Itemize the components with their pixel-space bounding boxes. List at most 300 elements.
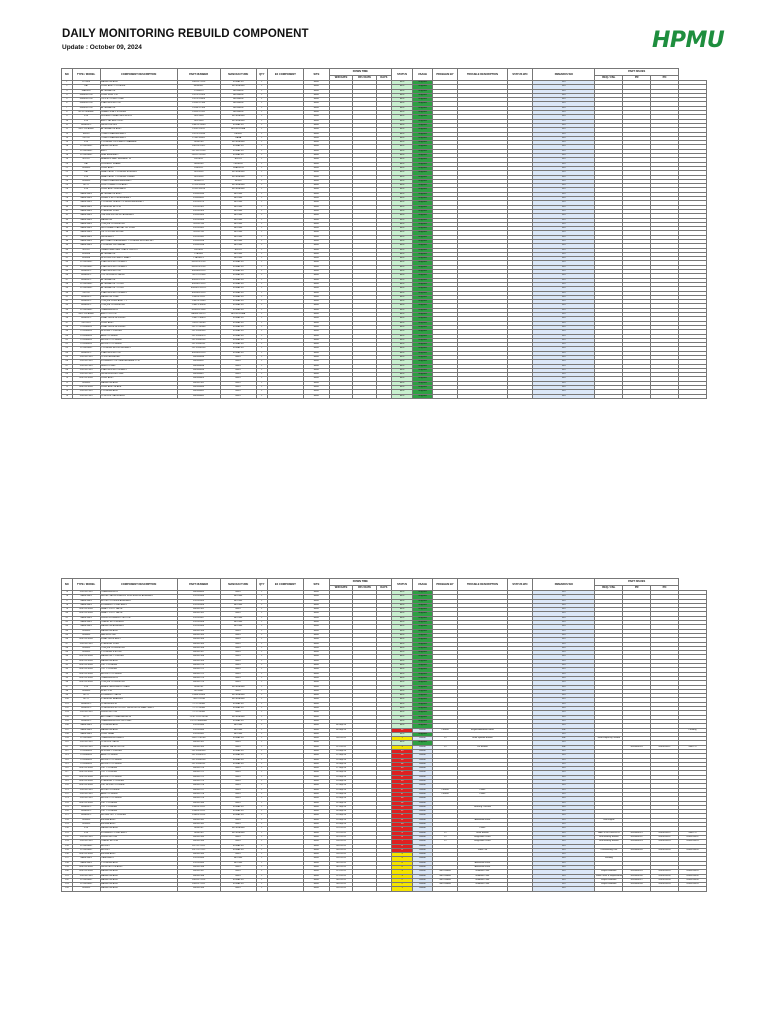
table-row: 13 SH235 TURBOCHARGER ASSY 12075-13430 DENSO 1 MMU RFU Supplied WO [62, 132, 707, 136]
table-row: 92 BULLDOZER LIFT CYLINDER 460307570 HINO 1 MMU RFU Supplied WO [62, 664, 707, 668]
status-badge: RFU [391, 343, 412, 347]
days-badge: 4 [391, 866, 412, 870]
table-row: 102 D85ESS-2 COMPRESSOR OUTPUT DRIVE WITH SHAFT ASSY 17-17-15088 KOMATSU 1 MMU RFU Supplied WO [62, 707, 707, 711]
table-row: 90 BULLDOZER RADIATOR CYLINDER 460307568 HINO 1 MMU RFU Supplied WO [62, 655, 707, 659]
table-row: 108 MAGLINE3 PUMP GEAR 414102481 ACORN 1 MMU RFU Supplied WO [62, 732, 707, 736]
table-row: 93 BULLDOZER TILT CYLINDER 460307571 HINO 1 MMU RFU Supplied WO [62, 668, 707, 672]
col-subheader: RFU DATE [353, 586, 377, 591]
table-row: 49 PC300-8MO ALTERNATOR - LONG 600-861-9110-1 KOMATSU 1 MMU RFU Supplied WO [62, 287, 707, 291]
status-badge: RFU [391, 625, 412, 629]
status-badge: RFU [391, 265, 412, 269]
table-row: 68 ZX870LCH-3 STARTING MOTOR ASSY 460308499 HINO 1 MMU RFU Supplied WO [62, 368, 707, 372]
days-badge: 17 [391, 792, 412, 796]
status-badge: RFU [391, 115, 412, 119]
table-row: 109 PC300-8MO TRANSMISSION ASSY 208-72-34780 KOMATSU 1 MMU 09-Oct-24 1 Rusak TO Shaft Spindle Broken WIP Shaft Repair by Vendor [62, 737, 707, 741]
status-badge: RFU [391, 317, 412, 321]
status-badge: RFU [391, 685, 412, 689]
table-row: 115 PC850SE-8 BUCKET CYLINDER 207-63-68191 KOMATSU 1 MMU 16-Sep-24 24 Rusak WO [62, 762, 707, 766]
status-badge: RFU [391, 347, 412, 351]
col-subheader: W/R DATE [329, 76, 353, 81]
table-row: 8 HL-4274 ADRE GUARD STALL STRIKER 12005-17851 HUSKATH 1 MMU RFU Supplied WO [62, 111, 707, 115]
page-title: DAILY MONITORING REBUILD COMPONENT [62, 28, 309, 40]
table-row: 144 GD8505 RADIATOR ASSY 460307589 HINO 1 MMU 09-Oct-24 1 Rusak WO [62, 887, 707, 891]
table-row: 7 FH4000-7LM ALTERNATOR 12044-17560 HUSKATH 1 MMU RFU Supplied WO [62, 106, 707, 110]
table-row: 110 ZX870LCH-3 CONTROL VALVE 460307561 HINO 1 MMU RFU Supplied WO [62, 741, 707, 745]
status-badge: RFU [391, 214, 412, 218]
status-badge: RFU [391, 205, 412, 209]
table-row: 17 PC300-8MO ASSY 207-60-74190 KOMATSU 1 MMU RFU Supplied WO [62, 149, 707, 153]
col-header: PART NUMBER [177, 69, 220, 81]
table-row: 4 FH4000-7LM PUMP SIDE 1-W 12073-12000 HUSKATH 1 MMU RFU Supplied WO [62, 93, 707, 97]
status-badge: RFU [391, 201, 412, 205]
table-row: 66 ZX870LCH-3 HYDRAULIC OIL TANK ASSEMBLY LH 460308497 HINO 1 MMU RFU Supplied WO [62, 360, 707, 364]
days-badge: 3 [391, 870, 412, 874]
table-row: 24 GD8505 TURBOCHARGER ASSEMBLY 16098274 BORG 1 MMU RFU Supplied WO [62, 179, 707, 183]
table-row: 72 BULLDOZER PUMP ASSY BLADE 460308480 HINO 1 MMU RFU Supplied WO [62, 386, 707, 390]
status-badge: RFU [391, 599, 412, 603]
col-header: TYPE / MODEL [72, 69, 100, 81]
table-row: 23 K10 SHAFT ASSY CYLINDER PLANET 14391000 MITSUBISHI 1 MMU RFU Supplied WO [62, 175, 707, 179]
days-badge: 11 [391, 814, 412, 818]
status-badge: RFU [391, 231, 412, 235]
table-row: 78 MAGLINE3 HYDRAULIC PUMP ASSY 414102466 ACORN 1 MMU RFU Supplied WO [62, 603, 707, 607]
status-badge: RFU [391, 338, 412, 342]
days-badge: 30 [391, 749, 412, 753]
status-badge: RFU [391, 166, 412, 170]
table-row: 33 MAGLINE3 RADIATOR 414102464 ACORN 1 MMU RFU Supplied WO [62, 218, 707, 222]
status-badge: RFU [391, 123, 412, 127]
status-badge: RFU [391, 145, 412, 149]
col-header: USAGE [413, 579, 432, 591]
col-header-downtime: DOWN TIME [329, 579, 391, 586]
table-row: 69 ZX870LCH-3 DETACH/SLIDE PUMP 460308407 HINO 1 MMU RFU Supplied WO [62, 373, 707, 377]
status-badge: RFU [391, 390, 412, 394]
col-header: MANUFACTURE [220, 69, 256, 81]
col-subheader: PR [623, 76, 651, 81]
table-row: 48 PC300-8MO ALTERNATOR - LONG 600-861-9110 KOMATSU 1 MMU RFU Supplied WO [62, 282, 707, 286]
status-badge: RFU [391, 386, 412, 390]
status-badge: RFU [391, 85, 412, 89]
table-row: 95 BULLDOZER TRANSMISSION 460307573 HINO 1 MMU RFU Supplied WO [62, 676, 707, 680]
days-badge: 4 [391, 861, 412, 865]
status-badge: RFU [391, 591, 412, 595]
status-badge: RFU [391, 676, 412, 680]
table-row: 106 MAGLINE3 CYLINDER ASSY 414102480 ACORN 1 MMU 06-Sep-24 RFU Supplied WO [62, 724, 707, 728]
status-badge: RFU [391, 222, 412, 226]
col-subheader: PO [651, 586, 679, 591]
table-row: 28 MAGLINE3 WHEELS MOTOR ASSEMBLY 414608491 ACORN 1 MMU RFU Supplied WO [62, 197, 707, 201]
table-row: 104 BCTL AUTOMATIC TRANSMISSION TP-07-1412-14788 MITSUBISHI 1 MMU RFU Supplied WO [62, 715, 707, 719]
status-badge: RFU [391, 377, 412, 381]
status-badge: RFU [391, 102, 412, 106]
days-badge: 1 [391, 737, 412, 741]
table-row: 116 BULLDOZER LIFT CYLINDER 460307570 HINO 1 MMU 17-Sep-24 23 Rusak WO [62, 767, 707, 771]
table-row: 114 PC850SE-8 BUCKET CYLINDER 207-63-68190 KOMATSU 1 MMU 15-Sep-24 25 Rusak WO [62, 758, 707, 762]
col-subheader: PR [623, 586, 651, 591]
col-header: USAGE [413, 69, 432, 81]
table-row: 87 ZX870LCH-3 STEERING PUMP 460307565 HINO 1 MMU RFU Supplied WO [62, 642, 707, 646]
days-badge: 14 [391, 801, 412, 805]
table-row: 58 PC850SE-8 FINAL DRIVE HOUSING 207-27-00360 KOMATSU 1 MMU RFU Supplied WO [62, 325, 707, 329]
table-row: 85 GD8505 FAN SUPPORT 460307563 HINO 1 MMU RFU Supplied WO [62, 633, 707, 637]
table-row: 18 PC300-8MO SEAT ASSEMBLY 209-57-24150 KOMATSU 1 MMU RFU Supplied WO [62, 154, 707, 158]
status-badge: RFU [391, 668, 412, 672]
status-badge: RFU [391, 741, 412, 745]
col-header-part-issues: PART ISSUES [595, 579, 679, 586]
status-badge: RFU [391, 308, 412, 312]
status-badge: RFU [391, 235, 412, 239]
table-row: 43 PC300-8MO STARTING MOTOR ASSY 600-813-3730 KOMATSU 1 MMU RFU Supplied WO [62, 261, 707, 265]
status-badge: RFU [391, 603, 412, 607]
table-row: 71 GD8505 RADIATOR ASSY 460307561 HINO 1 MMU RFU Supplied WO [62, 381, 707, 385]
status-badge: RFU [391, 257, 412, 261]
table-row: 133 ZX870LCH-3 TRAVEL MOTOR 460307584 HINO 1 MMU 03-Oct-24 7 Rusak TO Hinge Arm Crack WO Line Bearing Broken 4000884023 4500814333 4500814333 [62, 840, 707, 844]
status-badge: RFU [391, 274, 412, 278]
days-badge: 3 [391, 745, 412, 749]
status-badge: RFU [391, 93, 412, 97]
status-badge: RFU [391, 291, 412, 295]
status-badge: RFU [391, 171, 412, 175]
status-badge: RFU [391, 261, 412, 265]
table-row: 143 PC300-8MO RADIATOR ASSY 208-03-71111 KOMATSU 1 MMU 08-Oct-24 2 Rusak Not Loaded Radiator Leak WO Repair Radiator 4000884028 4500814339 4500814339 [62, 883, 707, 887]
table-row: 11 D85ESS-2 DRIVE DUPLEX 17A-15-11040 KOMATSU 1 MMU RFU Supplied WO [62, 123, 707, 127]
status-badge: RFU [391, 608, 412, 612]
status-badge: RFU [391, 351, 412, 355]
status-badge: RFU [391, 162, 412, 166]
table-row: 55 WD7-DX ADRE ASSY CLUTCH BA183-1061-1 ALLISON MIA 1 MMU RFU Supplied WO [62, 313, 707, 317]
table-row: 125 D85ESS-2 TILT CYLINDER 17A-63-11111 KOMATSU 1 MMU 27-Sep-24 13 Rusak Housing Cracked WO [62, 805, 707, 809]
table-row: 80 BULLDOZER SHAFT PILOT VALVE 460307562 HINO 1 MMU RFU Supplied WO [62, 612, 707, 616]
col-header: STATUS [391, 69, 412, 81]
days-badge: 6 [391, 844, 412, 848]
table-row: 105 D85ESS-2 TRANSMISSION FLOW PUMP 17PTF-30088-A1 KOMATSU 1 MMU RFU Supplied WO [62, 719, 707, 723]
status-badge: RFU [391, 629, 412, 633]
days-badge: 13 [391, 805, 412, 809]
status-badge: RFU [391, 321, 412, 325]
table-row: 54 PC300-8MO TRANSMISSION 6160-81-1500 KOMATSU 1 MMU RFU Supplied WO [62, 308, 707, 312]
status-badge: RFU [391, 141, 412, 145]
col-header: NO [62, 579, 73, 591]
table-row: 53 D85ESS-2 TORQUE CONVERTER 17A-13-16000 KOMATSU 1 MMU RFU Supplied WO [62, 304, 707, 308]
col-subheader: DAYS [376, 76, 391, 81]
table-row: 140 BULLDOZER RADIATOR ASSY 460307587 HINO 1 MMU 07-Oct-24 3 Rusak Not Loaded Radiator Leak WO Repair Radiator 4000884025 4500814335 4500814335 [62, 870, 707, 874]
table-row: 62 PC850SE-8 BUCKET CYLINDER 207-63-68191 KOMATSU 1 MMU RFU Supplied WO [62, 343, 707, 347]
days-badge: 2 [391, 878, 412, 882]
table-row: 112 PC850SE-8 HOLDER CYLINDER 207-63-60350 KOMATSU 1 MMU 10-Sep-24 30 Rusak WO [62, 749, 707, 753]
table-row: 15 K10 CYLINDER LOCK ASSY CHAMBER 19940780 MITSUBISHI 1 MMU RFU Supplied WO [62, 141, 707, 145]
table-row: 65 ZX870LCH-3 COUNTERWEIGHT 460308496 HINO 1 MMU RFU Supplied WO [62, 356, 707, 360]
table-row: 20 CAT PIPE ASSY FRAME 19406160 CATERPI 1 MMU RFU Supplied WO [62, 162, 707, 166]
table-row: 135 PC300-8MO BUCKET 207-70-72112 KOMATSU 1 MMU 04-Oct-24 6 Rusak Worn Out WO Overbooking Unit 4000884024 4500814334 4500814334 [62, 848, 707, 852]
table-row: 97 K10 BRAKE VALVE ASSY CHAIN 19940781 MITSUBISHI 1 MMU RFU Supplied WO [62, 685, 707, 689]
status-badge: RFU [391, 239, 412, 243]
table-row: 74 ZX870LCH-3 CONTROL VALVE ASSY 460308482 HINO 1 MMU RFU Supplied WO [62, 394, 707, 398]
status-badge: RFU [391, 595, 412, 599]
table-row: 6 FH4000-7LM STARTING MOTOR 12043-17580 HUSKATH 1 MMU RFU Supplied WO [62, 102, 707, 106]
table-row: 27 MAGLINE3 ALTERNATOR ASSY 414502094 ACORN 1 MMU RFU Supplied WO [62, 192, 707, 196]
table-row: 19 BULLS BEARING SEAT SEGMENT W 19416-01 BULLS 1 MMU RFU Supplied WO [62, 158, 707, 162]
days-badge: 20 [391, 780, 412, 784]
table-row: 103 ZX870LCH-3 SWING MOTOR 17-17-15088 HINO 1 MMU RFU Supplied WO [62, 711, 707, 715]
table-row: 10 K10 ASSY TAP ASSY ROD 19921400 MITSUBISHI 1 MMU RFU Supplied WO [62, 119, 707, 123]
status-badge: RFU [391, 694, 412, 698]
status-badge: RFU [391, 732, 412, 736]
status-badge: RFU [391, 681, 412, 685]
days-badge: 28 [391, 754, 412, 758]
status-badge: RFU [391, 698, 412, 702]
table-row: 21 GD8505 PUMP ASSY 19905111 PEARSON 1 MMU RFU Supplied WO [62, 166, 707, 170]
status-badge: RFU [391, 724, 412, 728]
table-row: 100 BCTL STEERING BEARING T487-7821A MITSUBISHI 1 MMU RFU Supplied WO [62, 698, 707, 702]
col-header: PROBLEM BY [432, 579, 458, 591]
col-header: QTY [256, 579, 267, 591]
col-header: QTY [256, 69, 267, 81]
status-badge: RFU [391, 111, 412, 115]
table-row: 9 K10 SUB ASSY GEAR INDICATION 19921404 MITSUBISHI 1 MMU RFU Supplied WO [62, 115, 707, 119]
table-row: 138 MAGLINE3 CYLINDER ASSY 414102485 ACORN 1 MMU 06-Oct-24 4 Rusak Abnormal Noise WO [62, 861, 707, 865]
col-subheader: PO [651, 76, 679, 81]
status-badge: RFU [391, 278, 412, 282]
table-row: 122 ZX870LCH-3 ARM CYLINDER 460307578 HINO 1 MMU 23-Sep-24 17 Rusak Centrat Leaks WO [62, 792, 707, 796]
table-row: 32 MAGLINE3 THE WHOLE FRONT ASSEMBLY 414502465 ACORN 1 MMU RFU Supplied WO [62, 214, 707, 218]
table-row: 139 BULLDOZER DRIVE MOTOR ASSY 460307586 HINO 1 MMU 06-Oct-24 4 Rusak Abnormal Noise WO [62, 866, 707, 870]
status-badge: RFU [391, 287, 412, 291]
col-header: NO [62, 69, 73, 81]
table-row: 113 PC850SE-8 ARM CYLINDER 207-63-60370 KOMATSU 1 MMU 12-Sep-24 28 Rusak WO [62, 754, 707, 758]
status-badge: RFU [391, 373, 412, 377]
status-badge: RFU [391, 655, 412, 659]
table-row: 107 MAGLINE3 RADIATOR ASSY 414102483 ACORN 1 MMU 06-Sep-24 54 Rusak Centrat Engine Abnormal Noise WIP Pending [62, 728, 707, 732]
table-row: 2 CAT PUMP ASSY CYLINDER 40000907 MITSUBISHI 1 MMU RFU Supplied WO [62, 85, 707, 89]
col-header: TYPE / MODEL [72, 579, 100, 591]
status-badge: RFU [391, 197, 412, 201]
table-row: 37 MAGLINE3 DRUM ASSY 414102481 ACORN 1 MMU RFU Supplied WO [62, 235, 707, 239]
table-row: 81 MAGLINE3 SWING HYDRAULIC MOTOR 414102467 ACORN 1 MMU RFU Supplied WO [62, 616, 707, 620]
table-row: 30 MAGLINE3 STEERING MOTOR 414102301 ACORN 1 MMU RFU Supplied WO [62, 205, 707, 209]
col-header: EX COMPONENT [267, 579, 303, 591]
col-header: TROUBLE DESCRIPTION [458, 69, 507, 81]
status-badge: RFU [391, 218, 412, 222]
table-row: 86 BULLDOZER FINAL DRIVE ASSY 460307564 HINO 1 MMU RFU Supplied WO [62, 638, 707, 642]
table-row: 123 ZX870LCH-3 BUCKET CYLINDER 460307579 HINO 1 MMU 25-Sep-24 15 Rusak WO [62, 797, 707, 801]
table-row: 111 ZX870LCH-3 TRAVEL VALVE SPOOL 460307563 HINO 1 MMU 07-Oct-24 3 Rusak TO Pin Broken WIP 4000884025 4500814337 Wait PO [62, 745, 707, 749]
status-badge: RFU [391, 715, 412, 719]
table-row: 141 ZX870LCH-3 RADIATOR ASSY 460307588 HINO 1 MMU 07-Oct-24 3 Rusak Not Loaded Radiator Leak WO Weld Cover & Replacement 4000884026 4500814336 4500814336 [62, 874, 707, 878]
status-badge: RFU [391, 313, 412, 317]
days-badge: 2 [391, 883, 412, 887]
status-badge: RFU [391, 252, 412, 256]
table-row: 126 D85ESS-2 LIFT CYLINDER 17A-63-11112 KOMATSU 1 MMU 28-Sep-24 12 Rusak WO [62, 810, 707, 814]
table-row: 63 PC300-8MO CYLINDER MOUNTING ASSY 207-63-68190 KOMATSU 1 MMU RFU Supplied WO [62, 347, 707, 351]
status-badge: RFU [391, 334, 412, 338]
table-row: 52 D85ESS-2 TORQUE PUMP ASSY - 1 17A-13-11540 KOMATSU 1 MMU RFU Supplied WO [62, 300, 707, 304]
status-badge: RFU [391, 651, 412, 655]
col-subheader: W/R DATE [329, 586, 353, 591]
status-badge: RFU [391, 689, 412, 693]
status-badge: RFU [391, 132, 412, 136]
status-badge: RFU [391, 175, 412, 179]
table-row: 14 GD705 TURBOCHARGER ASSY 17581-95061 DANA 1 MMU RFU Supplied WO [62, 136, 707, 140]
table-row: 70 BULLDOZER PUMP ASSY 460308405 HINO 1 MMU RFU Supplied WO [62, 377, 707, 381]
status-badge: RFU [391, 192, 412, 196]
table-row: 26 K10 PUMP ASSY FEEDBACK 14701-35010 MITSUBISHI 1 MMU RFU Supplied WO [62, 188, 707, 192]
table-row: 124 BULLDOZER LIFT CYLINDER 460307580 HINO 1 MMU 26-Sep-24 14 Rusak WO [62, 801, 707, 805]
status-badge: RFU [391, 106, 412, 110]
table-row: 89 GD8505 CYLINDER & BOOM 460307567 HINO 1 MMU RFU Supplied WO [62, 651, 707, 655]
table-row: 77 MAGLINE3 BOOM CYLINDER ASSEMBLY 414102465 ACORN 1 MMU RFU Supplied WO [62, 599, 707, 603]
table-row: 61 PC850SE-8 BUCKET CYLINDER 207-63-68190 KOMATSU 1 MMU RFU Supplied WO [62, 338, 707, 342]
col-header: PART NUMBER [177, 579, 220, 591]
table-row: 73 ZX870LCH-3 CYLINDER ASSY 460308481 HINO 1 MMU RFU Supplied WO [62, 390, 707, 394]
status-badge: RFU [391, 325, 412, 329]
status-badge: RFU [391, 227, 412, 231]
status-badge: RFU [391, 621, 412, 625]
table-row: 35 MAGLINE3 SECONDARY PARTIAL OIL PUMP 414102461 ACORN 1 MMU RFU Supplied WO [62, 227, 707, 231]
brand-logo: HPMU [652, 28, 725, 53]
table-row: 101 D85ESS-2 COMPRESSOR 17-17-15088 KOMATSU 1 MMU RFU Supplied WO [62, 702, 707, 706]
col-header: SITE [304, 579, 330, 591]
status-badge: RFU [391, 119, 412, 123]
status-badge: RFU [391, 356, 412, 360]
days-badge: 15 [391, 797, 412, 801]
table-row: 142 PC300-8MO RADIATOR ASSY 208-03-71110 KOMATSU 1 MMU 08-Oct-24 2 Rusak Not Loaded Radiator Leak WO Repair Radiator 4000884027 4500814338 4500814338 [62, 878, 707, 882]
status-badge: RFU [391, 702, 412, 706]
table-row: 56 D85ESS-2 FINAL DRIVE HOUSING 17A-27-38610 KOMATSU 1 MMU RFU Supplied WO [62, 317, 707, 321]
days-badge: 24 [391, 762, 412, 766]
days-badge: 5 [391, 853, 412, 857]
days-badge: 9 [391, 831, 412, 835]
days-badge: 21 [391, 775, 412, 779]
status-badge: RFU [391, 270, 412, 274]
col-header: REMARKS WO [533, 69, 595, 81]
status-badge: RFU [391, 248, 412, 252]
table-row: 83 MAGLINE3 RADIATOR ASSEMBLY 414102469 ACORN 1 MMU RFU Supplied WO [62, 625, 707, 629]
table-row: 40 BULLS CRANKCASE NEW TRACK CIRCUIT 19416-01 BULLS 1 MMU RFU Supplied WO [62, 248, 707, 252]
status-badge: RFU [391, 719, 412, 723]
days-badge: 1 [391, 887, 412, 891]
status-badge: RFU [391, 711, 412, 715]
table-row: 94 BULLDOZER BUCKET CYLINDER 460307572 HINO 1 MMU RFU Supplied WO [62, 672, 707, 676]
table-row: 119 BULLDOZER STEERING CYLINDER 460307575 HINO 1 MMU 20-Sep-24 20 Rusak WO [62, 780, 707, 784]
status-badge: RFU [391, 209, 412, 213]
days-badge: 18 [391, 784, 412, 788]
days-badge: 3 [391, 874, 412, 878]
col-header: COMPONENT DESCRIPTION [100, 579, 177, 591]
status-badge: RFU [391, 89, 412, 93]
table-row: 42 HD8508 HOLDING UNIT ASSY SHAFT 17A0300-1 ACORN 1 MMU RFU Supplied WO [62, 257, 707, 261]
status-badge: RFU [391, 158, 412, 162]
table-row: 57 GD705-5 PUMP ASSY 705-11-34200 KOMATSU 1 MMU RFU Supplied WO [62, 321, 707, 325]
table-row: 127 D85ESS-2 RIPPER LIFT CYLINDER 17A-63-11113 KOMATSU 1 MMU 29-Sep-24 11 Rusak WO [62, 814, 707, 818]
table-row: 79 BULLDOZER SHAFT PILOT VALVE 460307561 HINO 1 MMU RFU Supplied WO [62, 608, 707, 612]
table-row: 39 MAGLINE3 CYLINDER UNIT ARRAY 414502458 ACORN 1 MMU RFU Supplied WO [62, 244, 707, 248]
col-header: COMPONENT DESCRIPTION [100, 69, 177, 81]
table-row: 98 GD8505 INJECTOR 10195481 HINO 1 MMU RFU Supplied WO [62, 689, 707, 693]
table-row: 67 ZX870LCH-3 SERVO PUMP 460308498 HINO 1 MMU RFU Supplied WO [62, 364, 707, 368]
table-row: 44 PC300-8MO STARTING MOTOR ASSY 600-813-3730 KOMATSU 1 MMU RFU Supplied WO [62, 265, 707, 269]
table-row: 129 GD8505 ENGINE ASSY 460307582 HINO 1 MMU 30-Sep-24 10 Rusak WO [62, 823, 707, 827]
days-badge: 25 [391, 758, 412, 762]
table-row: 34 MAGLINE3 TORQUE CONVERTER 414102116 ACORN 1 MMU RFU Supplied WO [62, 222, 707, 226]
col-header: EX COMPONENT [267, 69, 303, 81]
col-subheader: REQ / CNL [595, 76, 623, 81]
status-badge: RFU [391, 638, 412, 642]
status-badge: RFU [391, 184, 412, 188]
table-row: 60 PC850SE-8 ARM CYLINDER 207-63-60370 KOMATSU 1 MMU RFU Supplied WO [62, 334, 707, 338]
table-row: 36 MAGLINE3 OIL COOLING HOUSE 414102110 ACORN 1 MMU RFU Supplied WO [62, 231, 707, 235]
days-badge: 9 [391, 827, 412, 831]
status-badge: RFU [391, 179, 412, 183]
table-row: 128 GD8505 ENGINE ASSY 460307581 HINO 1 MMU 29-Sep-24 11 Rusak Abnormal Noise WO Unit Engine [62, 818, 707, 822]
table-row: 99 BCTL HYDRAULIC VALVE 19904-30560 MITSUBISHI 1 MMU RFU Supplied WO [62, 694, 707, 698]
col-subheader: DAYS [376, 586, 391, 591]
table-row: 50 GD705 STARTING MOTOR ASSY 600-863-4110 KOMATSU 1 MMU RFU Supplied WO [62, 291, 707, 295]
table-row: 45 D85ESS-2 STARTING MOTOR 600-863-6110 KOMATSU 1 MMU RFU Supplied WO [62, 270, 707, 274]
table-row: 121 ZX870LCH-3 BOOM CYLINDER 460307577 HINO 1 MMU 23-Sep-24 17 Rusak Centrat Leaks WO [62, 788, 707, 792]
status-badge: RFU [391, 188, 412, 192]
col-header: TROUBLE DESCRIPTION [458, 579, 507, 591]
days-badge: 6 [391, 848, 412, 852]
status-badge: RFU [391, 98, 412, 102]
table-row: 31 MAGLINE3 STEERING PUMP 414102305 ACORN 1 MMU RFU Supplied WO [62, 209, 707, 213]
days-badge: 8 [391, 835, 412, 839]
days-badge: 17 [391, 788, 412, 792]
table-row: 96 BULLDOZER TORQUE CONVERTER 460307574 HINO 1 MMU RFU Supplied WO [62, 681, 707, 685]
table-row: 47 D85ESS-2 ALTERNATOR 600-821-5711 KOMATSU 1 MMU RFU Supplied WO [62, 278, 707, 282]
col-header: STATUS [391, 579, 412, 591]
table-row: 38 MAGLINE3 AUTOMATION ASSEMBLY CYLINDER HOLDER SET 414502458 ACORN 1 MMU RFU Supplied WO [62, 239, 707, 243]
table-row: 29 MAGLINE3 CYLINDER GLASS CYLINDER ASSEMBLY 414102475 ACORN 1 MMU RFU Supplied WO [62, 201, 707, 205]
table-row: 131 K10 HYDRAULIC PUMP ASSY 19940783 MITSUBISHI 1 MMU 01-Oct-24 9 Rusak TO Shaft Broken WO PARTS INCOMPLETE 4000884021 4500814331 Wait PO [62, 831, 707, 835]
col-subheader: RFU DATE [353, 76, 377, 81]
col-header: PROBLEM BY [432, 69, 458, 81]
table-row: 130 K10 RADIATOR ASSY 19940782 MITSUBISHI 1 MMU 01-Oct-24 9 Rusak Leaks WO [62, 827, 707, 831]
table-row: 118 BULLDOZER BUCKET CYLINDER 460307572 HINO 1 MMU 19-Sep-24 21 Rusak WO [62, 775, 707, 779]
table-row: 12 WD7-DX ADRE ALTERNATOR ASSY 11031-10411 ALLISON MIA 1 MMU RFU Supplied WO [62, 128, 707, 132]
table-row: 1 PC2000 RADIATOR ASSY 208-03-71110 KOMATSU 1 MMU RFU Supplied WO [62, 81, 707, 85]
days-badge: 23 [391, 767, 412, 771]
status-badge: RFU [391, 282, 412, 286]
status-badge: RFU [391, 364, 412, 368]
status-badge: RFU [391, 659, 412, 663]
days-badge: 12 [391, 810, 412, 814]
col-header: SITE [304, 69, 330, 81]
status-badge: RFU [391, 646, 412, 650]
days-badge: 22 [391, 771, 412, 775]
table-row: 88 GD8505 TORQUE CONVERTER 460307566 HINO 1 MMU RFU Supplied WO [62, 646, 707, 650]
status-badge: RFU [391, 304, 412, 308]
status-badge: RFU [391, 368, 412, 372]
table-row: 3 WA500-6 ALTERNATOR 17908023 HUSKATH 1 MMU RFU Supplied WO [62, 89, 707, 93]
status-badge: RFU [391, 244, 412, 248]
status-badge: RFU [391, 136, 412, 140]
status-badge: RFU [391, 295, 412, 299]
col-header-part-issues: PART ISSUES [595, 69, 679, 76]
days-badge: 10 [391, 823, 412, 827]
status-badge: RFU [391, 330, 412, 334]
col-header: STATUS WO [507, 579, 533, 591]
status-badge: RFU [391, 664, 412, 668]
table-row: 25 BCTL PIPE CONNECTION ASSY 12125-30550 MITSUBISHI 1 MMU RFU Supplied WO [62, 184, 707, 188]
col-header-downtime: DOWN TIME [329, 69, 391, 76]
table-row: 82 MAGLINE3 TRAVEL MOTOR ASSY 414102468 ACORN 1 MMU RFU Supplied WO [62, 621, 707, 625]
status-badge: RFU [391, 300, 412, 304]
days-badge: 5 [391, 857, 412, 861]
status-badge: RFU [391, 612, 412, 616]
table-row: 120 BULLDOZER LIFT BOOM CYLINDER 460307576 HINO 1 MMU 22-Sep-24 18 Rusak WO [62, 784, 707, 788]
table-row: 132 ZX870LCH-3 SWING MOTOR 460307583 HINO 1 MMU 02-Oct-24 8 Rusak TO Hinge Arm Crack WO Line Bearing Broken 4000884022 4500814332 4500814332 [62, 835, 707, 839]
col-header: MANUFACTURE [220, 579, 256, 591]
